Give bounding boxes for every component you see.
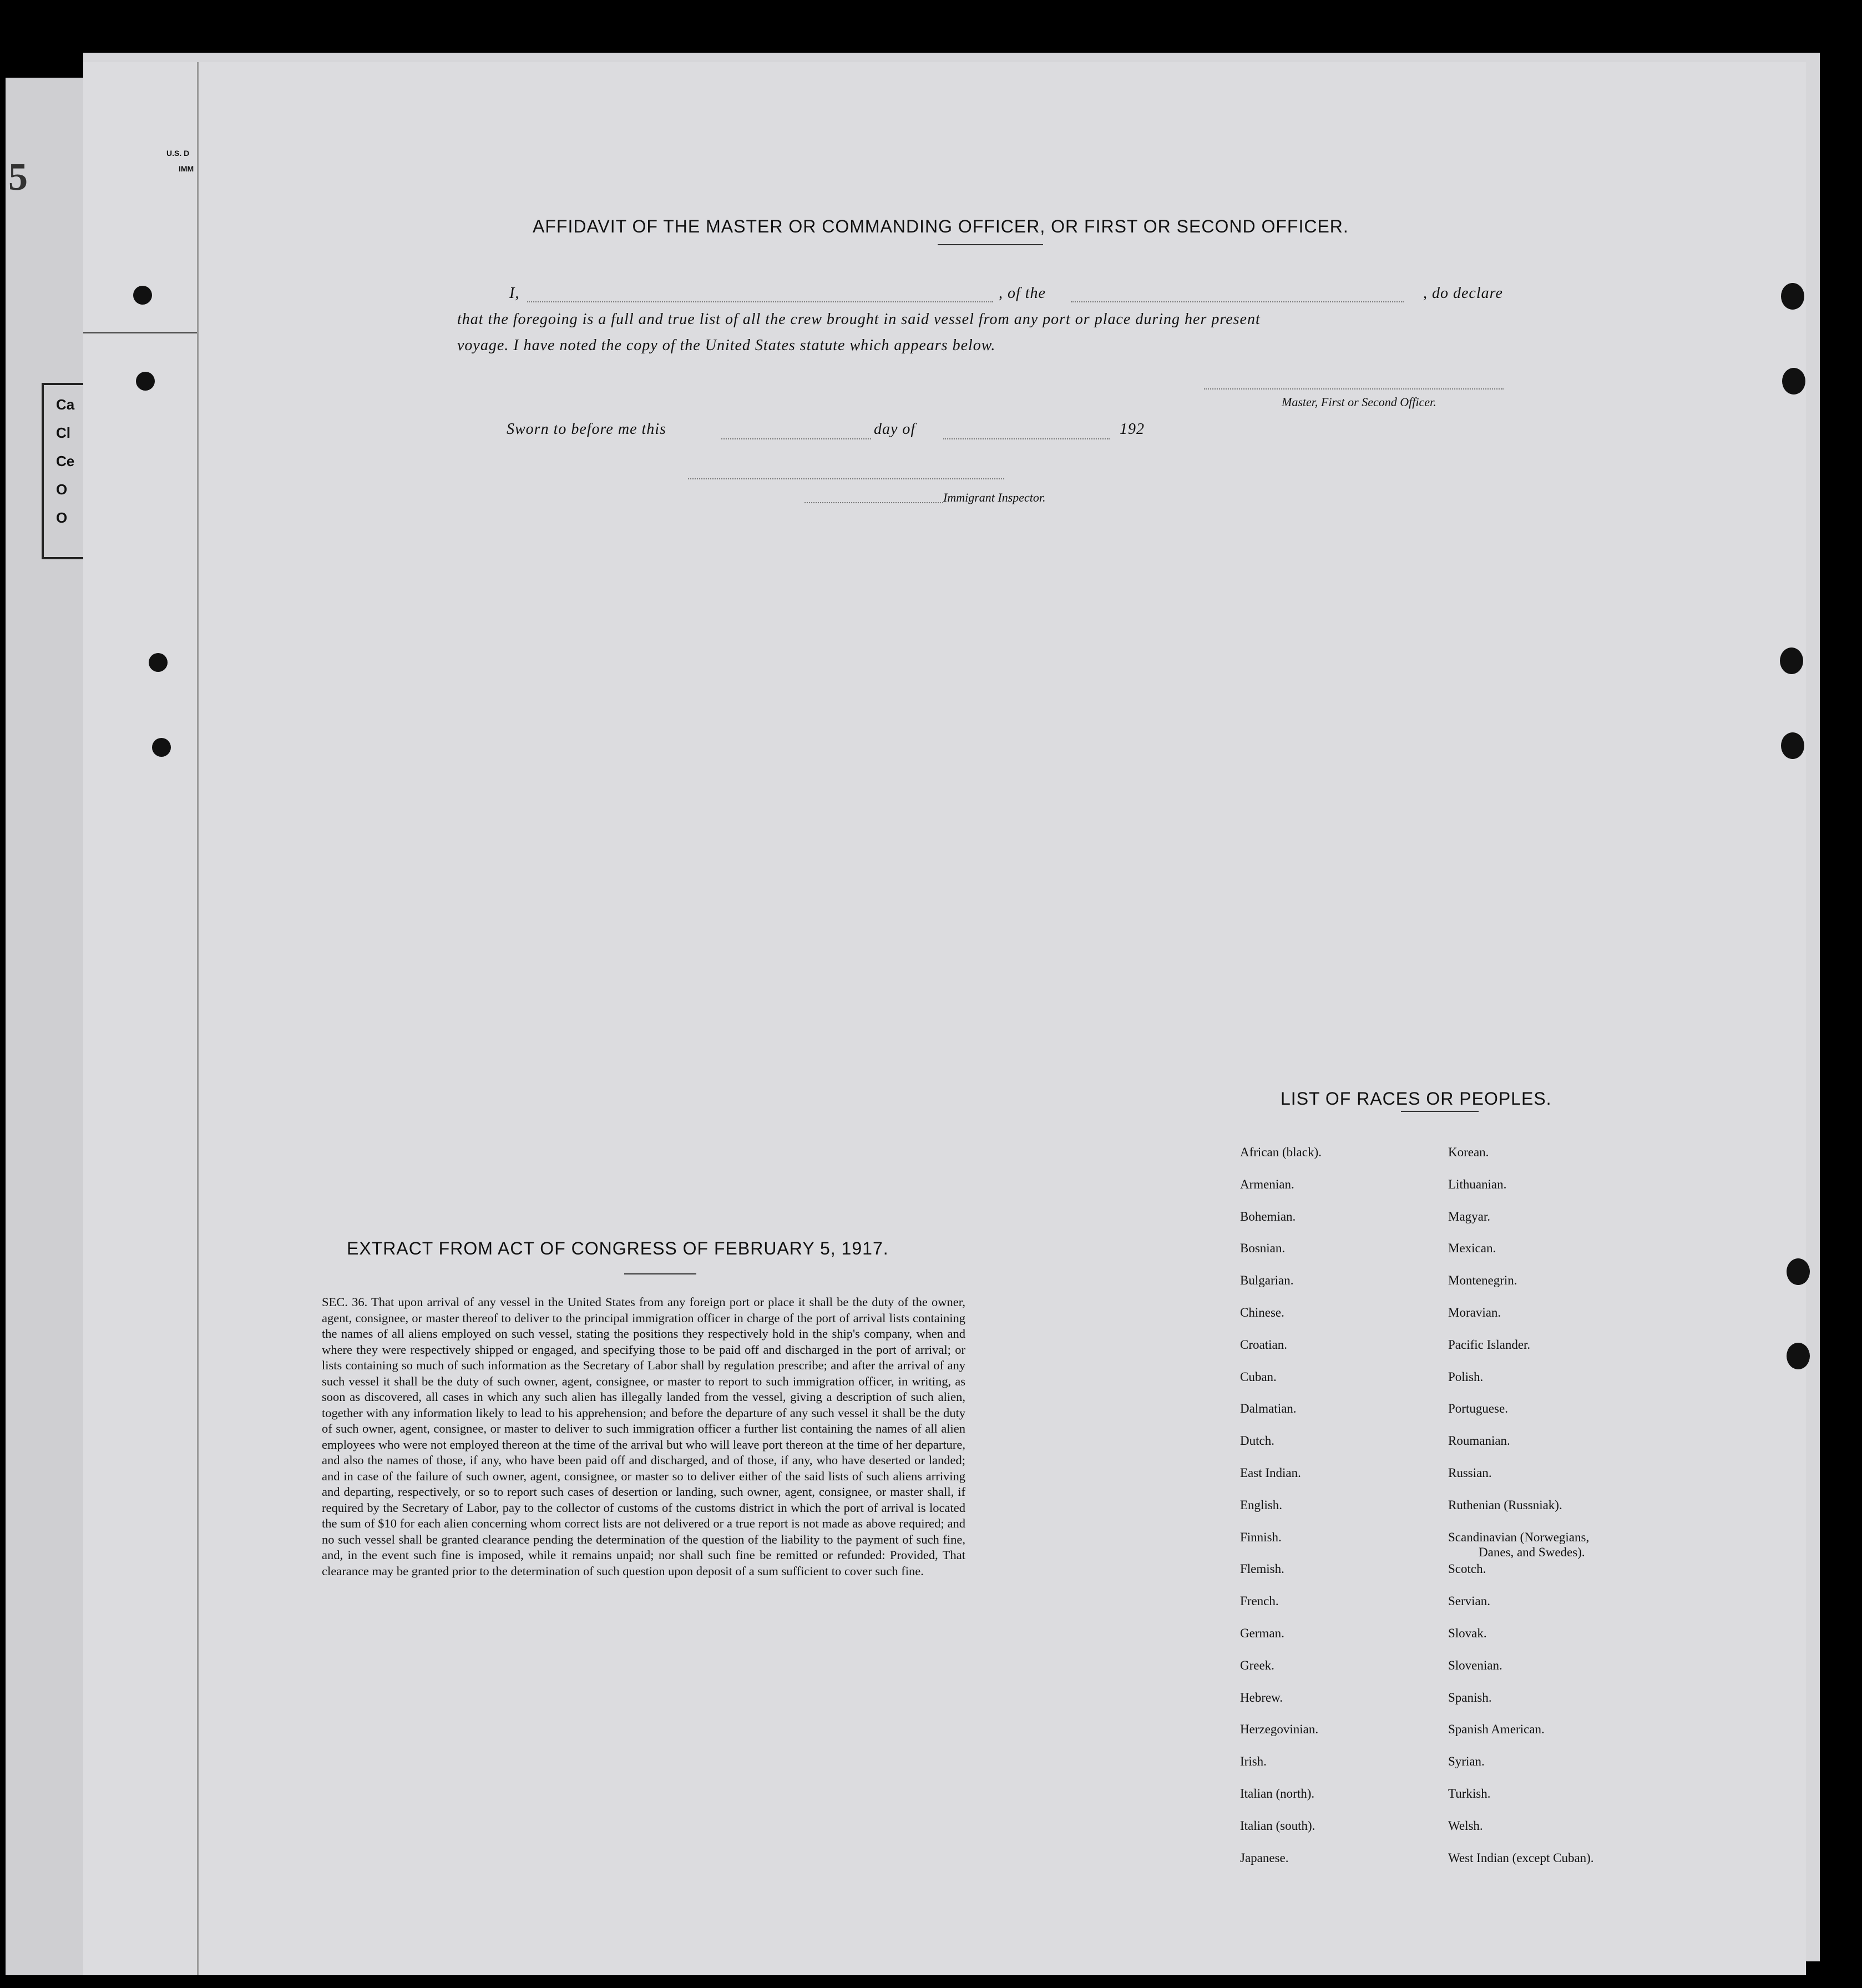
inspector-blank[interactable] (804, 502, 943, 503)
race-item: Turkish. (1448, 1787, 1491, 1800)
race-item: Bohemian. (1240, 1209, 1296, 1223)
race-item: Herzegovinian. (1240, 1722, 1319, 1737)
race-item: Finnish. (1240, 1530, 1282, 1544)
race-item: Flemish. (1240, 1562, 1284, 1576)
race-item: Slovenian. (1448, 1658, 1502, 1672)
inspector-signature-blank[interactable] (688, 478, 1004, 479)
header-stamp (166, 145, 194, 176)
affidavit-line: that the foregoing is a full and true list of all the crew brought in said vessel from any port or place during her present (457, 311, 1261, 328)
race-item: Servian. (1448, 1594, 1491, 1608)
race-item: Scandinavian (Norwegians, (1448, 1530, 1590, 1544)
race-item: Mexican. (1448, 1241, 1496, 1256)
day-blank[interactable] (721, 438, 871, 439)
affidavit-line: voyage. I have noted the copy of the United States statute which appears below. (457, 337, 996, 354)
punch-hole (136, 372, 155, 391)
punch-hole (133, 286, 152, 305)
race-item: Dutch. (1240, 1434, 1274, 1448)
race-item: Japanese. (1240, 1850, 1289, 1865)
extract-title: EXTRACT FROM ACT OF CONGRESS OF FEBRUARY 5, 1917. (347, 1238, 889, 1258)
punch-hole (149, 653, 168, 672)
race-item: Ruthenian (Russniak). (1448, 1498, 1562, 1512)
signature-label: Master, First or Second Officer. (1282, 395, 1436, 409)
year-text: 192 (1120, 421, 1145, 438)
day-of-text: day of (874, 421, 916, 438)
race-item: Italian (north). (1240, 1787, 1315, 1800)
race-item: Welsh. (1448, 1818, 1483, 1833)
races-title: LIST OF RACES OR PEOPLES. (1281, 1089, 1552, 1109)
race-item: Slovak. (1448, 1626, 1487, 1640)
affidavit-lead: I, (509, 285, 520, 302)
page-edge-number: 5 (8, 156, 28, 199)
name-blank[interactable] (527, 301, 993, 302)
header-stamp-line: IMM (179, 164, 194, 173)
page-divider (83, 332, 197, 333)
race-item: Spanish. (1448, 1690, 1492, 1704)
race-item: Chinese. (1240, 1306, 1284, 1319)
race-item: Irish. (1240, 1754, 1267, 1769)
race-item: Scotch. (1448, 1562, 1486, 1576)
affidavit-of-the: , of the (999, 285, 1046, 302)
stamp-box: Ca Cl Ce O O (42, 383, 99, 559)
punch-hole (1781, 732, 1804, 759)
race-item: Lithuanian. (1448, 1177, 1507, 1191)
race-item: Hebrew. (1240, 1690, 1283, 1704)
race-item: Polish. (1448, 1369, 1484, 1384)
affidavit-title: AFFIDAVIT OF THE MASTER OR COMMANDING OFFICER, OR FIRST OR SECOND OFFICER. (533, 216, 1349, 236)
race-item: Portuguese. (1448, 1402, 1508, 1416)
race-item: Pacific Islander. (1448, 1337, 1531, 1352)
race-item: Dalmatian. (1240, 1402, 1297, 1416)
punch-hole (1782, 368, 1805, 394)
punch-hole (152, 738, 171, 757)
race-item: African (black). (1240, 1145, 1322, 1159)
race-item: Magyar. (1448, 1209, 1491, 1223)
race-item: Italian (south). (1240, 1818, 1315, 1833)
punch-hole (1781, 283, 1804, 310)
race-item: English. (1240, 1498, 1283, 1512)
race-item: Greek. (1240, 1658, 1274, 1672)
sworn-text: Sworn to before me this (507, 421, 666, 438)
race-item: Syrian. (1448, 1754, 1485, 1769)
race-item: Moravian. (1448, 1306, 1501, 1319)
punch-hole (1780, 648, 1803, 674)
race-item: French. (1240, 1594, 1279, 1608)
page-margin-line (197, 62, 199, 1975)
race-item: Armenian. (1240, 1177, 1294, 1191)
affidavit-do-declare: , do declare (1423, 285, 1503, 302)
race-item: Montenegrin. (1448, 1273, 1517, 1288)
race-item: West Indian (except Cuban). (1448, 1850, 1594, 1865)
extract-body: SEC. 36. That upon arrival of any vessel in the United States from any foreign port or place it shall be the duty of the owner, agent, consignee, or master thereof to deliver to the principal immigration officer in charge of the port of arrival lists containing the names of all aliens employed on such vessel, stating the positions they respectively hold in the ship's company, when and where they were respectively shipped or engaged, and specifying those to be paid off and discharged in the port of arrival; or lists containing so much of such information as the Secretary of Labor shall by regulation prescribe; and after the arrival of any such vessel it shall be the duty of such owner, agent, consignee, or master to report to such immigration officer, in writing, as soon as discovered, all cases in which any such alien has illegally landed from the vessel, giving a description of such alien, together with any information likely to lead to his apprehension; and before the departure of any such vessel it shall be the duty of such owner, agent, consignee, or master to deliver to such immigration officer a further list containing the names of all alien employees who were not employed thereon at the time of the arrival but who will leave port thereon at the time of her departure, and also the names of those, if any, who have been paid off and discharged, and of those, if any, who have deserted or landed; and in case of the failure of such owner, agent, consignee, or master so to deliver either of the said lists of such aliens arriving and departing, respectively, or so to report such cases of desertion or landing, such owner, agent, consignee, or master shall, if required by the Secretary of Labor, pay to the collector of customs of the customs district in which the port of arrival is located the sum of $10 for each alien concerning whom correct lists are not delivered or a true report is not made as above required; and no such vessel shall be granted clearance pending the determination of the question of the liability to the payment of such fine, and, in the event such fine is imposed, while it remains unpaid; nor shall such fine be remitted or refunded: Provided, That clearance may be granted prior to the determination of such question upon deposit of a sum sufficient to cover such fine. (322, 1295, 965, 1578)
race-item: Russian. (1448, 1466, 1492, 1480)
punch-hole (1787, 1258, 1810, 1285)
race-item: Cuban. (1240, 1369, 1277, 1384)
race-item: Korean. (1448, 1145, 1489, 1159)
extract-rule (624, 1273, 696, 1274)
race-item: Bulgarian. (1240, 1273, 1294, 1288)
signature-blank[interactable] (1204, 388, 1504, 389)
title-rule (938, 244, 1043, 245)
header-stamp-line: U.S. D (166, 149, 190, 158)
races-rule (1401, 1111, 1479, 1112)
race-item: Croatian. (1240, 1337, 1287, 1352)
race-item: East Indian. (1240, 1466, 1301, 1480)
race-item: Roumanian. (1448, 1434, 1510, 1448)
month-blank[interactable] (943, 438, 1110, 439)
race-item: German. (1240, 1626, 1284, 1640)
vessel-blank[interactable] (1071, 301, 1404, 302)
race-item: Danes, and Swedes). (1479, 1545, 1585, 1559)
inspector-label: Immigrant Inspector. (943, 490, 1046, 504)
punch-hole (1787, 1343, 1810, 1369)
race-item: Bosnian. (1240, 1241, 1286, 1256)
race-item: Spanish American. (1448, 1722, 1545, 1737)
